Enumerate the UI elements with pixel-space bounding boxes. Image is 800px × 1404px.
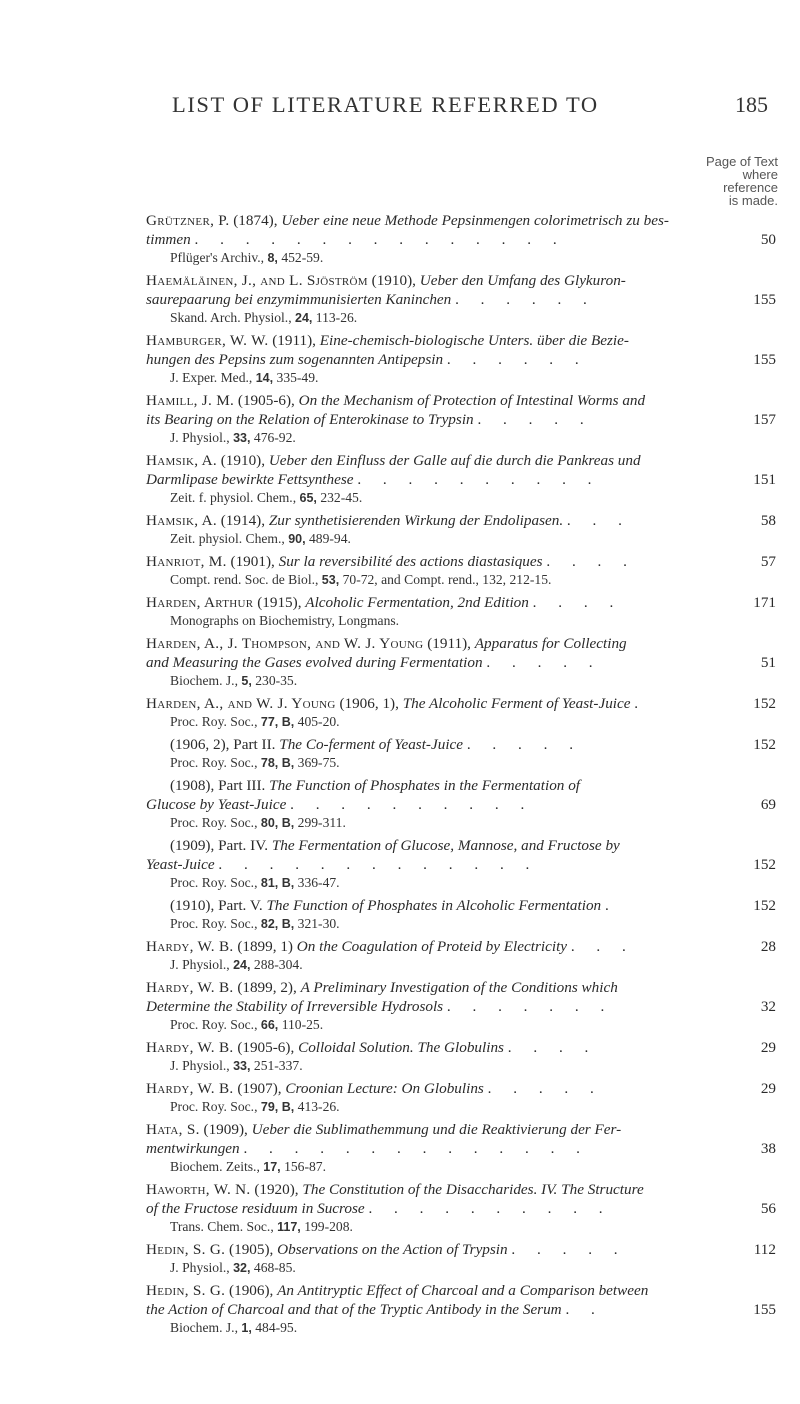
journal-name: Proc. Roy. Soc.,	[170, 714, 258, 729]
reference-line	[146, 1038, 776, 1057]
reference-page: 57	[760, 553, 776, 570]
leader-dots: . . . . .	[487, 1080, 603, 1097]
leader-dots: . . . . .	[466, 736, 582, 753]
journal-name: Proc. Roy. Soc.,	[170, 755, 258, 770]
leader-dots: . . . . . . . . . .	[290, 796, 534, 813]
journal-volume: 65,	[299, 491, 317, 505]
leader-dots: . . .	[566, 512, 631, 529]
reference-year: (1906, 2), Part II.	[170, 736, 276, 753]
leader-dots: . . . . . . . . . . . . .	[218, 856, 539, 873]
reference-line	[146, 1199, 776, 1218]
reference-citation	[146, 571, 776, 588]
reference-author: Haworth, W. N.	[146, 1181, 251, 1198]
reference-line	[146, 350, 776, 369]
reference-year: (1901),	[230, 553, 275, 570]
reference-entry	[146, 694, 776, 730]
reference-line	[146, 896, 776, 915]
reference-line	[146, 552, 776, 571]
reference-entry	[146, 1240, 776, 1276]
reference-entry	[146, 1038, 776, 1074]
reference-title: Ueber die Sublimathemmung und die Reaktivierung der Fer-	[251, 1121, 622, 1138]
journal-pages: 476-92.	[253, 430, 296, 445]
reference-citation	[146, 369, 776, 386]
reference-author: Hedin, S. G.	[146, 1241, 226, 1258]
reference-page: 29	[760, 1080, 776, 1097]
reference-title: Determine the Stability of Irreversible Hydrosols	[146, 998, 444, 1015]
reference-author: Hanriot, M.	[146, 553, 227, 570]
reference-citation	[146, 309, 776, 326]
journal-volume: 77, B,	[260, 715, 295, 729]
journal-pages: 230-35.	[255, 673, 298, 688]
reference-author: Hamsik, A.	[146, 452, 217, 469]
reference-title: The Co-ferment of Yeast-Juice	[279, 736, 464, 753]
journal-name: Pflüger's Archiv.,	[170, 250, 265, 265]
reference-title: Yeast-Juice	[146, 856, 215, 873]
reference-page: 152	[753, 856, 776, 873]
reference-year: (1910),	[220, 452, 266, 469]
journal-pages: 321-30.	[297, 916, 340, 931]
journal-name: Biochem. J.,	[170, 673, 238, 688]
journal-name: J. Physiol.,	[170, 430, 230, 445]
journal-volume: 82, B,	[260, 917, 295, 931]
leader-dots: . . . . .	[486, 654, 602, 671]
journal-name: Proc. Roy. Soc.,	[170, 815, 258, 830]
reference-year: (1905),	[229, 1241, 274, 1258]
reference-page: 32	[760, 998, 776, 1015]
leader-dots: .	[604, 897, 618, 914]
reference-line	[146, 978, 776, 997]
reference-title: Colloidal Solution. The Globulins	[298, 1039, 504, 1056]
reference-page: 112	[753, 1241, 776, 1258]
reference-citation	[146, 429, 776, 446]
reference-entry	[146, 511, 776, 547]
reference-entry	[146, 735, 776, 771]
reference-citation	[146, 1259, 776, 1276]
reference-line	[146, 836, 776, 855]
leader-dots: . . . . .	[511, 1241, 627, 1258]
journal-volume: 117,	[277, 1220, 301, 1234]
journal-pages: 468-85.	[253, 1260, 296, 1275]
journal-volume: 17,	[263, 1160, 281, 1174]
reference-title: An Antitryptic Effect of Charcoal and a Comparison between	[277, 1282, 649, 1299]
reference-page: 155	[753, 291, 776, 308]
column-heading-line: Page of Text	[705, 154, 778, 169]
reference-author: Harden, A., and W. J. Young	[146, 695, 336, 712]
reference-entry	[146, 391, 776, 446]
journal-name: Biochem. Zeits.,	[170, 1159, 260, 1174]
reference-year: (1907),	[237, 1080, 282, 1097]
journal-volume: 53,	[321, 573, 340, 587]
reference-title: Apparatus for Collecting	[474, 635, 627, 652]
reference-title: timmen	[146, 231, 191, 248]
reference-year: (1909), Part. IV.	[170, 837, 269, 854]
reference-author: Hardy, W. B.	[146, 1039, 234, 1056]
reference-entry	[146, 593, 776, 629]
reference-citation	[146, 1158, 776, 1175]
reference-page: 38	[760, 1140, 776, 1157]
reference-list	[146, 211, 776, 1341]
reference-title: The Function of Phosphates in Alcoholic Fermentation	[266, 897, 602, 914]
reference-title: its Bearing on the Relation of Enterokinase to Trypsin	[146, 411, 474, 428]
reference-citation	[146, 956, 776, 973]
reference-year: (1920),	[254, 1181, 299, 1198]
leader-dots: . . . .	[507, 1039, 598, 1056]
reference-entry	[146, 896, 776, 932]
reference-line	[146, 1300, 776, 1319]
reference-line	[146, 470, 776, 489]
reference-title: Ueber eine neue Methode Pepsinmengen colorimetrisch zu bes-	[281, 212, 669, 229]
journal-name: J. Physiol.,	[170, 1058, 230, 1073]
reference-line	[146, 735, 776, 754]
reference-author: Hata, S.	[146, 1121, 200, 1138]
journal-name: Trans. Chem. Soc.,	[170, 1219, 274, 1234]
reference-page: 152	[753, 736, 776, 753]
journal-name: Zeit. f. physiol. Chem.,	[170, 490, 297, 505]
journal-volume: 80, B,	[260, 816, 295, 830]
reference-entry	[146, 451, 776, 506]
reference-title: Glucose by Yeast-Juice	[146, 796, 287, 813]
reference-citation	[146, 713, 776, 730]
reference-year: (1915),	[257, 594, 302, 611]
reference-author: Grützner, P.	[146, 212, 230, 229]
reference-citation	[146, 249, 776, 266]
journal-pages: 489-94.	[309, 531, 351, 546]
reference-author: Hamsik, A.	[146, 512, 217, 529]
journal-volume: 14,	[255, 371, 274, 385]
reference-line	[146, 271, 776, 290]
reference-title: Zur synthetisierenden Wirkung der Endolipasen.	[268, 512, 564, 529]
reference-line	[146, 593, 776, 612]
leader-dots: . . . . . .	[446, 351, 588, 368]
reference-year: (1905-6),	[237, 392, 295, 409]
journal-name: J. Exper. Med.,	[170, 370, 253, 385]
journal-pages: 413-26.	[297, 1099, 340, 1114]
journal-volume: 79, B,	[260, 1100, 295, 1114]
reference-citation	[146, 814, 776, 831]
leader-dots: . . . . . . .	[446, 998, 614, 1015]
journal-name: Proc. Roy. Soc.,	[170, 916, 258, 931]
journal-name: J. Physiol.,	[170, 1260, 230, 1275]
journal-volume: 32,	[233, 1261, 251, 1275]
reference-citation	[146, 1057, 776, 1074]
journal-volume: 33,	[233, 431, 251, 445]
journal-name: Monographs on Biochemistry, Longmans.	[170, 613, 400, 628]
reference-title: The Function of Phosphates in the Fermentation of	[269, 777, 581, 794]
reference-title: Croonian Lecture: On Globulins	[285, 1080, 484, 1097]
reference-page: 151	[753, 471, 776, 488]
reference-citation	[146, 672, 776, 689]
reference-citation	[146, 754, 776, 771]
reference-title: mentwirkungen	[146, 1140, 240, 1157]
reference-entry	[146, 271, 776, 326]
leader-dots: . . .	[570, 938, 635, 955]
reference-line	[146, 290, 776, 309]
reference-line	[146, 795, 776, 814]
journal-volume: 1,	[241, 1321, 252, 1335]
reference-year: (1874),	[233, 212, 278, 229]
journal-pages: 405-20.	[297, 714, 340, 729]
reference-citation	[146, 1319, 776, 1336]
journal-volume: 24,	[295, 311, 313, 325]
reference-line	[146, 1240, 776, 1259]
reference-title: On the Mechanism of Protection of Intestinal Worms and	[298, 392, 646, 409]
reference-author: Hamburger, W. W.	[146, 332, 269, 349]
reference-line	[146, 937, 776, 956]
leader-dots: . . . . . . . . . .	[357, 471, 601, 488]
column-heading-line: is made.	[728, 193, 778, 208]
reference-year: (1910),	[371, 272, 416, 289]
reference-citation	[146, 1098, 776, 1115]
column-heading-line: where	[742, 167, 778, 182]
journal-name: Biochem. J.,	[170, 1320, 238, 1335]
reference-line	[146, 511, 776, 530]
reference-line	[146, 331, 776, 350]
journal-pages: 251-337.	[253, 1058, 303, 1073]
reference-page: 28	[760, 938, 776, 955]
reference-entry	[146, 1180, 776, 1235]
reference-line	[146, 1139, 776, 1158]
journal-name: Zeit. physiol. Chem.,	[170, 531, 285, 546]
reference-page: 152	[753, 695, 776, 712]
journal-pages: 299-311.	[297, 815, 346, 830]
reference-line	[146, 211, 776, 230]
reference-citation	[146, 530, 776, 547]
reference-author: Hardy, W. B.	[146, 1080, 234, 1097]
reference-entry	[146, 634, 776, 689]
journal-volume: 81, B,	[260, 876, 295, 890]
reference-title: Alcoholic Fermentation, 2nd Edition	[305, 594, 529, 611]
reference-year: (1899, 2),	[237, 979, 297, 996]
journal-pages: 232-45.	[320, 490, 363, 505]
reference-title: On the Coagulation of Proteid by Electricity	[296, 938, 568, 955]
journal-volume: 24,	[233, 958, 251, 972]
leader-dots: . . . . . . . . . . . . . . .	[194, 231, 566, 248]
reference-page: 58	[760, 512, 776, 529]
reference-line	[146, 410, 776, 429]
reference-entry	[146, 836, 776, 891]
journal-volume: 66,	[260, 1018, 279, 1032]
journal-pages: 484-95.	[255, 1320, 298, 1335]
journal-pages: 156-87.	[284, 1159, 326, 1174]
reference-entry	[146, 211, 776, 266]
reference-line	[146, 653, 776, 672]
reference-title: The Fermentation of Glucose, Mannose, and Fructose by	[271, 837, 620, 854]
reference-citation	[146, 489, 776, 506]
reference-title: The Constitution of the Disaccharides. IV. The Structure	[302, 1181, 644, 1198]
reference-title: The Alcoholic Ferment of Yeast-Juice	[402, 695, 631, 712]
reference-line	[146, 776, 776, 795]
reference-year: (1911),	[272, 332, 316, 349]
reference-author: Hedin, S. G.	[146, 1282, 226, 1299]
journal-pages: 452-59.	[281, 250, 324, 265]
reference-year: (1914),	[220, 512, 266, 529]
reference-citation	[146, 1218, 776, 1235]
reference-title: the Action of Charcoal and that of the Tryptic Antibody in the Serum	[146, 1301, 562, 1318]
reference-author: Harden, Arthur	[146, 594, 254, 611]
column-heading-line: reference	[723, 180, 778, 195]
reference-author: Haemäläinen, J., and L. Sjöström	[146, 272, 368, 289]
column-heading	[678, 155, 778, 207]
reference-page: 155	[753, 351, 776, 368]
journal-name: Skand. Arch. Physiol.,	[170, 310, 292, 325]
journal-pages: 70-72, and Compt. rend., 132, 212-15.	[342, 572, 552, 587]
leader-dots: . . . . . . . . . .	[368, 1200, 612, 1217]
reference-title: Darmlipase bewirkte Fettsynthese	[146, 471, 354, 488]
journal-name: Proc. Roy. Soc.,	[170, 1017, 258, 1032]
reference-line	[146, 451, 776, 470]
journal-name: Compt. rend. Soc. de Biol.,	[170, 572, 319, 587]
reference-title: Observations on the Action of Trypsin	[277, 1241, 508, 1258]
reference-line	[146, 1120, 776, 1139]
reference-year: (1908), Part III.	[170, 777, 266, 794]
reference-title: saurepaarung bei enzymimmunisierten Kaninchen	[146, 291, 452, 308]
reference-page: 152	[753, 897, 776, 914]
reference-line	[146, 1079, 776, 1098]
reference-year: (1910), Part. V.	[170, 897, 263, 914]
reference-line	[146, 855, 776, 874]
reference-year: (1906),	[229, 1282, 274, 1299]
reference-page: 155	[753, 1301, 776, 1318]
reference-title: Ueber den Umfang des Glykuron-	[419, 272, 626, 289]
reference-line	[146, 230, 776, 249]
reference-page: 171	[753, 594, 776, 611]
reference-author: Harden, A., J. Thompson, and W. J. Young	[146, 635, 424, 652]
reference-entry	[146, 552, 776, 588]
reference-citation	[146, 874, 776, 891]
leader-dots: . .	[565, 1301, 604, 1318]
reference-entry	[146, 331, 776, 386]
reference-citation	[146, 612, 776, 629]
journal-volume: 33,	[233, 1059, 251, 1073]
reference-title: Ueber den Einfluss der Galle auf die durch die Pankreas und	[268, 452, 641, 469]
reference-page: 157	[753, 411, 776, 428]
reference-page: 69	[760, 796, 776, 813]
leader-dots: . . . .	[546, 553, 636, 570]
journal-pages: 113-26.	[315, 310, 358, 325]
leader-dots: . . . . . .	[455, 291, 596, 308]
reference-page: 50	[760, 231, 776, 248]
reference-year: (1911),	[427, 635, 471, 652]
reference-citation	[146, 1016, 776, 1033]
reference-year: (1899, 1)	[237, 938, 293, 955]
reference-line	[146, 391, 776, 410]
journal-name: Proc. Roy. Soc.,	[170, 875, 258, 890]
journal-pages: 288-304.	[253, 957, 303, 972]
journal-pages: 369-75.	[297, 755, 340, 770]
page-number: 185	[735, 92, 768, 117]
reference-entry	[146, 1281, 776, 1336]
reference-line	[146, 1180, 776, 1199]
journal-pages: 110-25.	[281, 1017, 324, 1032]
page-header	[0, 92, 800, 122]
reference-title: of the Fructose residuum in Sucrose	[146, 1200, 365, 1217]
journal-volume: 5,	[241, 674, 252, 688]
reference-author: Hamill, J. M.	[146, 392, 235, 409]
reference-entry	[146, 1120, 776, 1175]
reference-year: (1906, 1),	[339, 695, 399, 712]
journal-volume: 78, B,	[260, 756, 295, 770]
journal-volume: 90,	[288, 532, 306, 546]
reference-title: Eine-chemisch-biologische Unters. über die Bezie-	[319, 332, 629, 349]
journal-pages: 335-49.	[276, 370, 319, 385]
reference-entry	[146, 776, 776, 831]
reference-year: (1909),	[203, 1121, 248, 1138]
reference-title: Sur la reversibilité des actions diastasiques	[278, 553, 543, 570]
reference-author: Hardy, W. B.	[146, 938, 234, 955]
reference-line	[146, 997, 776, 1016]
running-title: LIST OF LITERATURE REFERRED TO	[172, 92, 599, 117]
reference-page: 51	[760, 654, 776, 671]
journal-pages: 199-208.	[304, 1219, 353, 1234]
reference-line	[146, 1281, 776, 1300]
leader-dots: . . . .	[532, 594, 623, 611]
journal-name: J. Physiol.,	[170, 957, 230, 972]
reference-citation	[146, 915, 776, 932]
leader-dots: . . . . . . . . . . . . . .	[243, 1140, 589, 1157]
journal-pages: 336-47.	[297, 875, 340, 890]
journal-volume: 8,	[267, 251, 278, 265]
reference-page: 29	[760, 1039, 776, 1056]
reference-year: (1905-6),	[237, 1039, 295, 1056]
reference-title: and Measuring the Gases evolved during Fermentation	[146, 654, 483, 671]
reference-line	[146, 694, 776, 713]
reference-entry	[146, 937, 776, 973]
reference-entry	[146, 978, 776, 1033]
reference-title: hungen des Pepsins zum sogenannten Antipepsin	[146, 351, 444, 368]
leader-dots: . . . . .	[477, 411, 593, 428]
reference-line	[146, 634, 776, 653]
leader-dots: .	[634, 695, 648, 712]
reference-title: A Preliminary Investigation of the Conditions which	[300, 979, 618, 996]
reference-entry	[146, 1079, 776, 1115]
reference-page: 56	[760, 1200, 776, 1217]
reference-author: Hardy, W. B.	[146, 979, 234, 996]
journal-name: Proc. Roy. Soc.,	[170, 1099, 258, 1114]
